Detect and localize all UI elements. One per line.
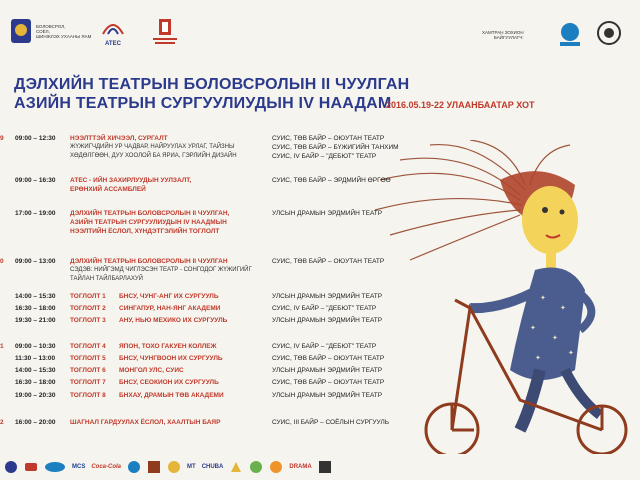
performance-name: БНХАУ, ДРАМЫН ТӨВ АКАДЕМИ [119,392,224,399]
event-detail: ХӨДӨЛГӨӨН, ДУУ ХООЛОЙ БА ЯРИА, ГЭРЛИЙН ДИЗАЙН [70,153,237,159]
performance-number: ТОГЛОЛТ 1 [70,293,106,300]
event-detail: ТАЙЛАН ТАЙЛБАРЛАХУЙ [70,276,143,282]
day-number: 1 [0,343,4,350]
sponsor-logo-icon [147,460,161,474]
performance-name: АНУ, НЬЮ МЕХИКО ИХ СУРГУУЛЬ [119,317,228,324]
venue: УЛСЫН ДРАМЫН ЭРДМИЙН ТЕАТР [272,210,383,217]
svg-text:✦: ✦ [568,350,574,357]
sponsor-logo-icon [127,460,141,474]
sponsor-logo-icon [269,460,283,474]
venue: СУИС, IV БАЙР – "ДЕБЮТ" ТЕАТР [272,153,377,160]
sponsor-logo-icon [318,460,332,474]
time: 17:00 – 19:00 [15,210,56,217]
svg-text:✦: ✦ [530,325,536,332]
schedule-row [0,209,640,218]
round-emblem-icon [596,20,622,46]
sponsor-drama: DRAMA [289,464,312,470]
day-number: 0 [0,258,4,265]
venue: СУИС, IV БАЙР – "ДЕБЮТ" ТЕАТР [272,305,377,312]
venue: СУИС, IV БАЙР – "ДЕБЮТ" ТЕАТР [272,343,377,350]
time: 14:00 – 15:30 [15,367,56,374]
venue: УЛСЫН ДРАМЫН ЭРДМИЙН ТЕАТР [272,367,383,374]
time: 14:00 – 15:30 [15,293,56,300]
time: 11:30 – 13:00 [15,355,56,362]
time: 09:00 – 13:00 [15,258,56,265]
performance-number: ТОГЛОЛТ 6 [70,367,106,374]
venue: СУИС, ТӨВ БАЙР – ОЮУТАН ТЕАТР [272,355,385,362]
ministry-text: БОЛОВСРОЛ, СОЁЛ, ШИНЖЛЭХ УХААНЫ ЯАМ [36,23,92,39]
schedule-row [0,316,640,325]
time: 19:30 – 21:00 [15,317,56,324]
venue: СУИС, ТӨВ БАЙР – ОЮУТАН ТЕАТР [272,379,385,386]
sponsor-mt: MT [187,464,196,470]
event: ДЭЛХИЙН ТЕАТРЫН БОЛОВСРОЛЫН II ЧУУЛГАН, [70,210,230,217]
event: НЭЭЛТТЭЙ ХИЧЭЭЛ, СУРГАЛТ [70,135,168,142]
svg-text:✦: ✦ [540,295,546,302]
event: НЭЭЛТИЙН ЁСЛОЛ, ХҮНДЭТГЭЛИЙН ТОГЛОЛТ [70,228,220,235]
ministry-logo [10,18,91,44]
schedule-row [0,152,640,161]
schedule-row [0,257,640,266]
schedule-row [0,354,640,363]
venue: УЛСЫН ДРАМЫН ЭРДМИЙН ТЕАТР [272,392,383,399]
page-title-line2: АЗИЙН ТЕАТРЫН СУРГУУЛИУДЫН IV НААДАМ [14,95,392,112]
event: ЕРӨНХИЙ АССАМБЛЕЙ [70,186,146,193]
bank-logo [556,20,584,53]
schedule-row [0,418,640,427]
sponsor-logo-icon [249,460,263,474]
university-emblem-icon [150,18,180,46]
day-number: 2 [0,419,4,426]
sponsor-strip [0,454,640,480]
time: 19:00 – 20:30 [15,392,56,399]
performance-number: ТОГЛОЛТ 4 [70,343,106,350]
event: ШАГНАЛ ГАРДУУЛАХ ЁСЛОЛ, ХААЛТЫН БАЯР [70,419,221,426]
emblem-icon [10,18,32,44]
svg-text:✦: ✦ [535,355,541,362]
time: 09:00 – 12:30 [15,135,56,142]
schedule-row [0,143,640,152]
atec-logo: ATEC [100,20,126,47]
page-title-line1: ДЭЛХИЙН ТЕАТРЫН БОЛОВСРОЛЫН II ЧУУЛГАН [14,76,410,93]
sponsor-mcs: MCS [72,464,86,470]
schedule-row [0,391,640,400]
schedule-row [0,266,640,275]
schedule-row [0,275,640,284]
schedule-row [0,227,640,236]
event-detail: СЭДЭВ: НИЙГЭМД ЧИГЛЭСЭН ТЕАТР - СОНГОДОГ ЖҮЖИГИЙГ [70,267,252,273]
performance-number: ТОГЛОЛТ 2 [70,305,106,312]
performance-number: ТОГЛОЛТ 5 [70,355,106,362]
venue: УЛСЫН ДРАМЫН ЭРДМИЙН ТЕАТР [272,293,383,300]
time: 09:00 – 16:30 [15,177,56,184]
schedule-row [0,366,640,375]
time: 16:30 – 18:00 [15,379,56,386]
event: АЗИЙН ТЕАТРЫН СУРГУУЛИУДЫН IV НААДМЫН [70,219,227,226]
event: ДЭЛХИЙН ТЕАТРЫН БОЛОВСРОЛЫН II ЧУУЛГАН [70,258,228,265]
venue: СУИС, ТӨВ БАЙР – ОЮУТАН ТЕАТР [272,258,385,265]
university-logo [150,18,180,51]
sponsor-logo-icon [167,460,181,474]
schedule-row [0,176,640,185]
time: 16:30 – 18:00 [15,305,56,312]
schedule-row [0,134,640,143]
schedule-row [0,185,640,194]
performance-number: ТОГЛОЛТ 8 [70,392,106,399]
svg-text:✦: ✦ [552,335,558,342]
partner-label: ХАМТРАН ЗОХИОН БАЙГУУЛАГЧ: [482,30,524,40]
schedule-row [0,292,640,301]
schedule-row [0,304,640,313]
svg-text:✦: ✦ [560,305,566,312]
venue: СУИС, III БАЙР – СОЁЛЫН СУРГУУЛЬ [272,419,390,426]
time: 16:00 – 20:00 [15,419,56,426]
sponsor-coca-cola: Coca-Cola [91,464,122,470]
sponsor-logo-icon [44,461,66,473]
performance-number: ТОГЛОЛТ 3 [70,317,106,324]
sponsor-chuba: CHUBA [201,464,224,470]
venue: СУИС, ТӨВ БАЙР – ОЮУТАН ТЕАТР [272,135,385,142]
schedule-row [0,378,640,387]
performance-name: ЯПОН, ТОХО ГАКУЕН КОЛЛЕЖ [119,343,217,350]
schedule-row [0,218,640,227]
sponsor-logo-icon [4,460,18,474]
performance-name: СИНГАПУР, НАН-ЯНГ АКАДЕМИ [119,305,221,312]
event-detail: ЖҮЖИГЧДИЙН УР ЧАДВАР, НАЙРУУЛАХ УРЛАГ, ТАЙЗНЫ [70,144,235,150]
performance-name: БНСУ, ЧУНГВООН ИХ СУРГУУЛЬ [119,355,223,362]
performance-name: МОНГОЛ УЛС, СУИС [119,367,184,374]
partner-emblem [596,20,622,51]
performance-number: ТОГЛОЛТ 7 [70,379,106,386]
atec-swirl-icon [100,20,126,36]
venue: УЛСЫН ДРАМЫН ЭРДМИЙН ТЕАТР [272,317,383,324]
venue: СУИС, ТӨВ БАЙР – ЭРДМИЙН ӨРГӨӨ [272,177,391,184]
event-date: 2016.05.19-22 УЛААНБААТАР ХОТ [386,100,535,110]
day-number: 9 [0,135,4,142]
bank-logo-icon [556,20,584,48]
time: 09:00 – 10:30 [15,343,56,350]
venue: СУИС, ТӨВ БАЙР – БҮЖИГИЙН ТАНХИМ [272,144,399,151]
performance-name: БНСУ, ЧУНГ-АНГ ИХ СУРГУУЛЬ [119,293,219,300]
event: АТЕС - ИЙН ЗАХИРЛУУДЫН УУЛЗАЛТ, [70,177,192,184]
sponsor-logo-icon [229,460,243,474]
schedule-row [0,342,640,351]
sponsor-logo-icon [24,460,38,474]
performance-name: БНСУ, СЕОКИОН ИХ СУРГУУЛЬ [119,379,219,386]
